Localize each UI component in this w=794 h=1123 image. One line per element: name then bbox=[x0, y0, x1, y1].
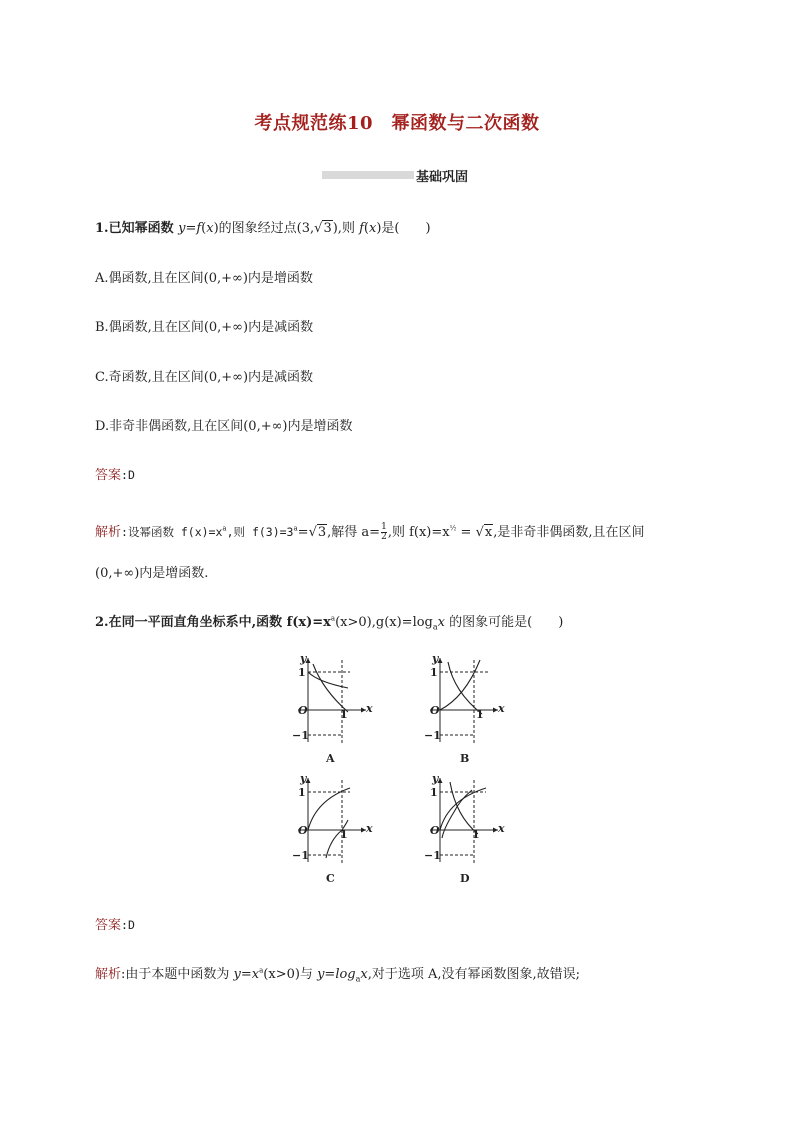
q1-answer: 答案:D bbox=[95, 468, 135, 483]
q1-option-d: D.非奇非偶函数,且在区间(0,+∞)内是增函数 bbox=[95, 419, 353, 434]
page-title: 考点规范练10 幂函数与二次函数 bbox=[254, 113, 540, 134]
graph-d: y 1 O 1 x −1 D bbox=[420, 772, 510, 872]
q2-stem: 2.在同一平面直角坐标系中,函数 $f(x)=x^a(x>0),g(x)=\log_ax$ 的图象可能是( ) bbox=[95, 614, 564, 632]
graph-b: y 1 O 1 x −1 B bbox=[420, 652, 510, 752]
graph-c-label: C bbox=[326, 872, 335, 885]
q1-analysis-line2: (0,+∞)内是增函数. bbox=[95, 566, 209, 581]
graph-a-label: A bbox=[326, 752, 335, 765]
section-heading: 基础巩固 bbox=[416, 170, 469, 185]
q1-stem: 1.已知幂函数 y=f(x)的图象经过点(3,√3),则 f(x)是( ) bbox=[95, 221, 431, 236]
q1-option-b: B.偶函数,且在区间(0,+∞)内是减函数 bbox=[95, 320, 314, 335]
section-divider-bar bbox=[322, 171, 414, 179]
q1-analysis: 解析:设幂函数 $f(x)=x^a$,则 $f(3)=3^a=√3$,解得 a= $\frac{1}{2}$ ,则 $f(x)=x^{\frac{1}{2}} = √x$,是非奇非偶函数,且在区间 bbox=[95, 522, 645, 542]
q2-analysis: 解析:由于本题中函数为 $y=x^a(x>0)$与 $y=\log_ax$,对于选项 A,没有幂函数图象,故错误; bbox=[95, 966, 581, 984]
q2-answer: 答案:D bbox=[95, 918, 135, 933]
graph-d-label: D bbox=[460, 872, 470, 885]
graph-a: y 1 O 1 x −1 A bbox=[288, 652, 378, 752]
q1-option-c: C.奇函数,且在区间(0,+∞)内是减函数 bbox=[95, 370, 314, 385]
q1-option-a: A.偶函数,且在区间(0,+∞)内是增函数 bbox=[95, 271, 313, 286]
graph-c: y 1 O 1 x −1 C bbox=[288, 772, 378, 872]
graph-b-label: B bbox=[460, 752, 470, 765]
